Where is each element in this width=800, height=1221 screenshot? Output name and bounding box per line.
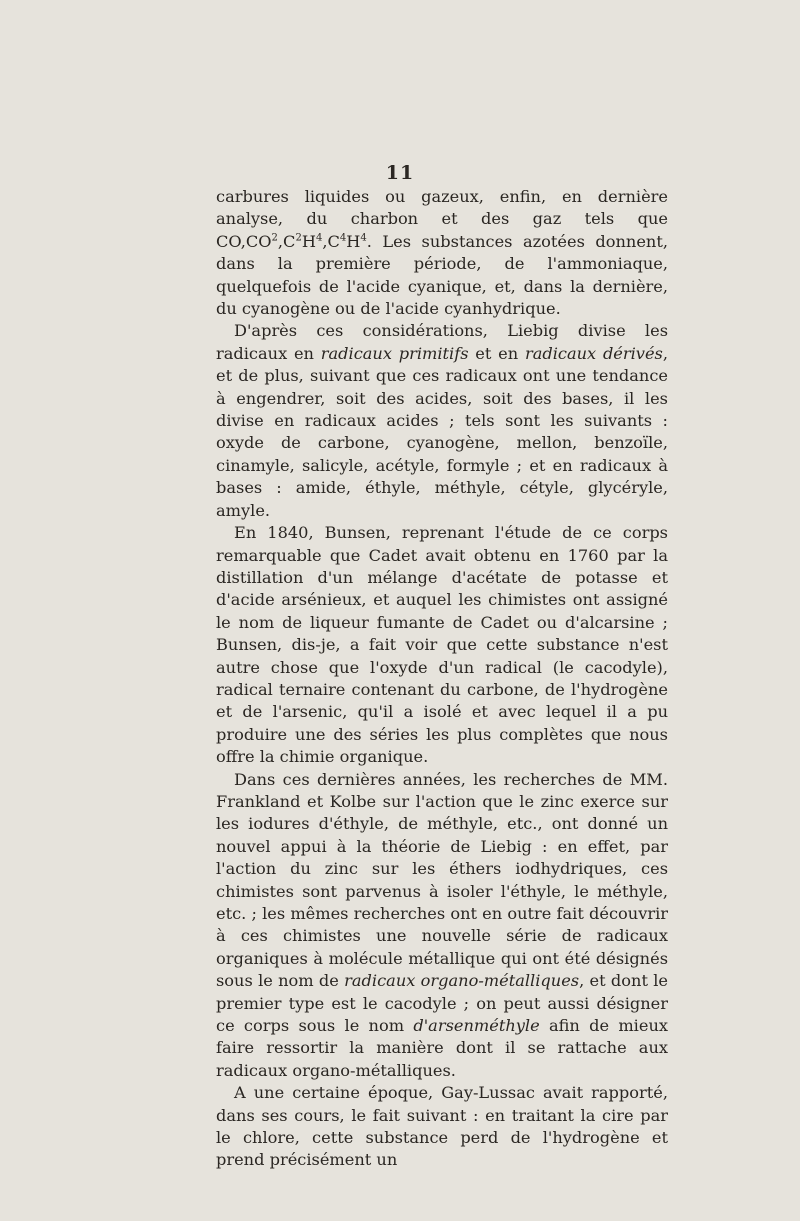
text-run: H bbox=[301, 231, 316, 251]
text-run: afin de mieux faire ressortir la manière dont il se rattache aux radicaux organo-métalliques. bbox=[216, 1016, 668, 1080]
paragraph bbox=[216, 522, 668, 768]
text-run: H bbox=[346, 231, 361, 251]
body-text bbox=[216, 186, 668, 1172]
italic-term: radicaux dérivés bbox=[524, 343, 663, 363]
text-run: carbures liquides ou gazeux, enfin, en dernière analyse, du charbon et des gaz tels que CO,CO bbox=[216, 187, 668, 251]
text-run: , et de plus, suivant que ces radicaux ont une tendance à engendrer, soit des acides, soit des bases, il les divise en radicaux acides ; tels sont les suivants : oxyde de carbone, cyanogène, mellon, benzoïle, cinamyle, salicyle, acétyle, formyle ; et en radicaux à bases : amide, éthyle, méthyle, cétyle, glycéryle, amyle. bbox=[216, 343, 668, 520]
paragraph bbox=[216, 186, 668, 320]
superscript: 2 bbox=[295, 232, 302, 244]
text-run: En 1840, Bunsen, reprenant l'étude de ce corps remarquable que Cadet avait obtenu en 1760 par la distillation d'un mélange d'acétate de potasse et d'acide arsénieux, et auquel les chimistes ont assigné le nom de liqueur fumante de Cadet ou d'alcarsine ; Bunsen, dis-je, a fait voir que cette substance n'est autre chose que l'oxyde d'un radical (le cacodyle), radical ternaire contenant du carbone, de l'hydrogène et de l'arsenic, qu'il a isolé et avec lequel il a pu produire une des séries les plus complètes que nous offre la chimie organique. bbox=[216, 523, 668, 767]
text-run: et en bbox=[468, 343, 525, 363]
paragraph bbox=[216, 769, 668, 1083]
superscript: 4 bbox=[339, 232, 347, 244]
text-run: A une certaine époque, Gay-Lussac avait rapporté, dans ses cours, le fait suivant : en traitant la cire par le chlore, cette substance perd de l'hydrogène et prend précisément un bbox=[216, 1083, 668, 1170]
page-number: 11 bbox=[385, 162, 415, 184]
superscript: 4 bbox=[315, 232, 323, 244]
text-run: Dans ces dernières années, les recherches de MM. Frankland et Kolbe sur l'action que le zinc exerce sur les iodures d'éthyle, de méthyle, etc., ont donné un nouvel appui à la théorie de Liebig : en effet, par l'action du zinc sur les éthers iodhydriques, ces chimistes sont parvenus à isoler l'éthyle, le méthyle, etc. ; les mêmes recherches ont en outre fait découvrir à ces chimistes une nouvelle série de radicaux organiques à molécule métallique qui ont été désignés sous le nom de bbox=[216, 769, 668, 991]
text-run: ,C bbox=[322, 231, 340, 251]
text-run: ,C bbox=[277, 231, 296, 251]
paragraph bbox=[216, 1082, 668, 1172]
italic-term: d'arsenméthyle bbox=[413, 1016, 540, 1036]
italic-term: radicaux primitifs bbox=[320, 343, 469, 363]
text-run: D'après ces considérations, Liebig divise les radicaux en bbox=[216, 321, 668, 363]
italic-term: radicaux organo-métalliques bbox=[344, 971, 580, 991]
text-run: . Les substances azotées donnent, dans la première période, de l'ammoniaque, quelquefois de l'acide cyanique, et, dans la dernière, du cyanogène ou de l'acide cyanhydrique. bbox=[216, 231, 668, 319]
text-run: , et dont le premier type est le cacodyle ; on peut aussi désigner ce corps sous le nom bbox=[216, 971, 668, 1036]
superscript: 2 bbox=[271, 232, 278, 244]
superscript: 4 bbox=[360, 232, 367, 244]
paragraph bbox=[216, 320, 668, 522]
